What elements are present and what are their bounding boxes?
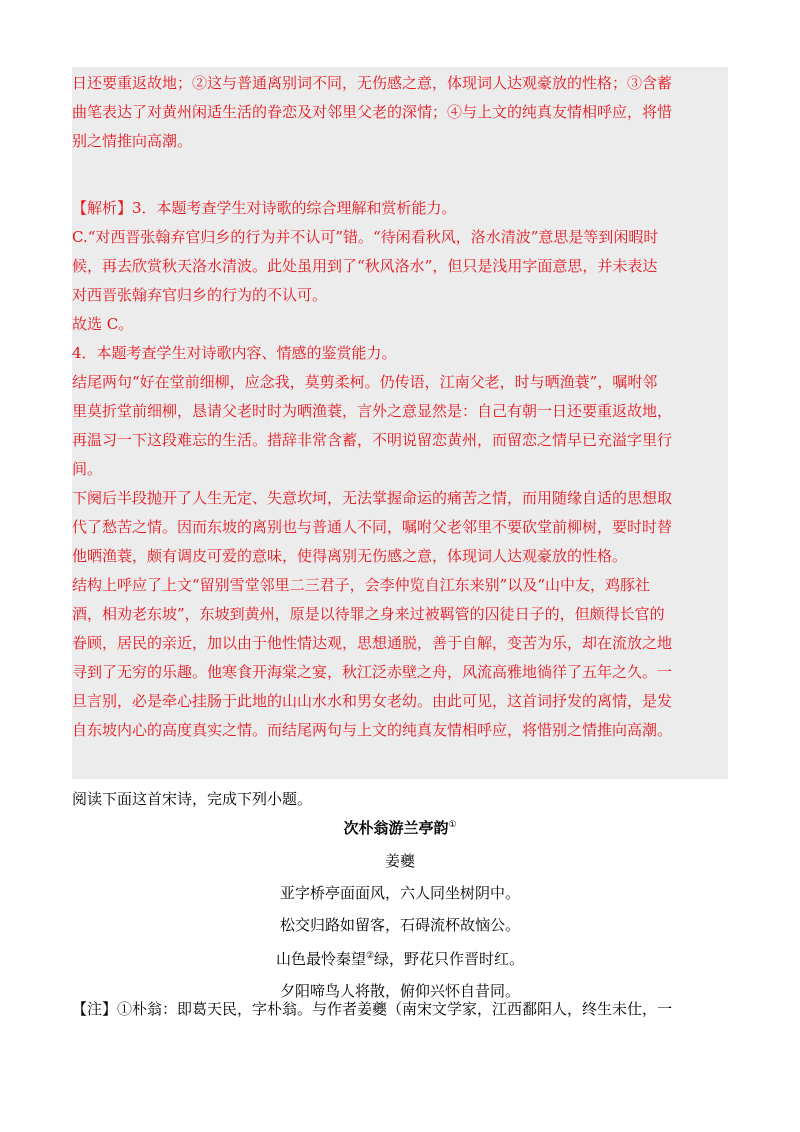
analysis-line: 寻到了无穷的乐趣。他寒食开海棠之宴，秋江泛赤壁之舟，风流高雅地徜徉了五年之久。一 xyxy=(72,663,673,681)
analysis-line: 再温习一下这段难忘的生活。措辞非常含蓄，不明说留恋黄州，而留恋之情早已充溢字里行 xyxy=(72,431,673,449)
poem-line: 夕阳啼鸟人将散，俯仰兴怀自昔同。 xyxy=(279,981,520,1000)
analysis-line: 他晒渔蓑，颇有调皮可爱的意味，使得离别无伤感之意，体现词人达观豪放的性格。 xyxy=(72,547,628,565)
analysis-line: 结构上呼应了上文“留别雪堂邻里二三君子，会李仲览自江东来别”以及“山中友，鸡豚社 xyxy=(72,576,651,594)
footnote-mark: ② xyxy=(365,951,375,961)
poem-line: 亚字桥亭面面风，六人同坐树阴中。 xyxy=(279,884,520,902)
analysis-line: 里莫折堂前细柳，恳请父老时时为晒渔蓑，言外之意显然是：自己有朝一日还要重返故地， xyxy=(72,402,673,420)
analysis-heading: 【解析】3．本题考查学生对诗歌的综合理解和赏析能力。 xyxy=(72,199,457,217)
analysis-line: 故选 C。 xyxy=(72,315,134,333)
analysis-line: 候，再去欣赏秋天洛水清波。此处虽用到了“秋风洛水”，但只是浅用字面意思，并未表达 xyxy=(72,257,658,275)
analysis-line: 间。 xyxy=(72,460,103,478)
footnote-mark: ① xyxy=(448,820,457,830)
analysis-line: 代了愁苦之情。因而东坡的离别也与普通人不同，嘱咐父老邻里不要砍堂前柳树，要时时替 xyxy=(72,518,673,536)
poem-title xyxy=(0,817,800,838)
reading-instruction: 阅读下面这首宋诗，完成下列小题。 xyxy=(72,790,313,808)
analysis-line: 酒，相劝老东坡”，东坡到黄州，原是以待罪之身来过被羁管的囚徒日子的，但颇得长官的 xyxy=(72,605,665,623)
poem-body xyxy=(0,878,800,1007)
answer-text xyxy=(72,69,728,156)
poem-title-text: 次朴翁游兰亭韵 xyxy=(343,819,449,837)
poem-line xyxy=(0,941,800,976)
footnote: 【注】①朴翁：即葛天民，字朴翁。与作者姜夔（南宋文学家，江西鄱阳人，终生未仕，一 xyxy=(72,1000,673,1018)
analysis-line: 自东坡内心的高度真实之情。而结尾两句与上文的纯真友情相呼应，将惜别之情推向高潮。 xyxy=(72,721,673,739)
answer-line: 曲笔表达了对黄州闲适生活的眷恋及对邻里父老的深情；④与上文的纯真友情相呼应，将惜 xyxy=(72,103,673,121)
answer-line: 日还要重返故地；②这与普通离别词不同，无伤感之意，体现词人达观豪放的性格；③含蓄 xyxy=(72,74,673,92)
poem-line: 松交归路如留客，石碍流杯故恼公。 xyxy=(279,915,520,934)
analysis-line: 旦言别，必是牵心挂肠于此地的山山水水和男女老幼。由此可见，这首词抒发的离情，是发 xyxy=(72,692,673,710)
analysis-text xyxy=(72,194,728,745)
analysis-line: 4．本题考查学生对诗歌内容、情感的鉴赏能力。 xyxy=(72,344,397,362)
analysis-line: 眷顾，居民的亲近，加以由于他性情达观，思想通脱，善于自解，变苦为乐，却在流放之地 xyxy=(72,634,673,652)
answer-line: 别之情推向高潮。 xyxy=(72,132,193,150)
poem-line-part: 山色最怜秦望 xyxy=(275,950,366,968)
analysis-line: C.“对西晋张翰弃官归乡的行为并不认可”错。“待闲看秋风，洛水清波”意思是等到闲暇时 xyxy=(72,228,659,246)
analysis-line: 下阕后半段抛开了人生无定、失意坎坷，无法掌握命运的痛苦之情，而用随缘自适的思想取 xyxy=(72,489,673,507)
analysis-line: 对西晋张翰弃官归乡的行为的不认可。 xyxy=(72,286,328,304)
analysis-line: 结尾两句“好在堂前细柳，应念我，莫剪柔柯。仍传语，江南父老，时与晒渔蓑”，嘱咐邻 xyxy=(72,373,658,391)
poem-line-part: 绿，野花只作晋时红。 xyxy=(374,950,525,968)
poem-author: 姜夔 xyxy=(384,852,415,870)
